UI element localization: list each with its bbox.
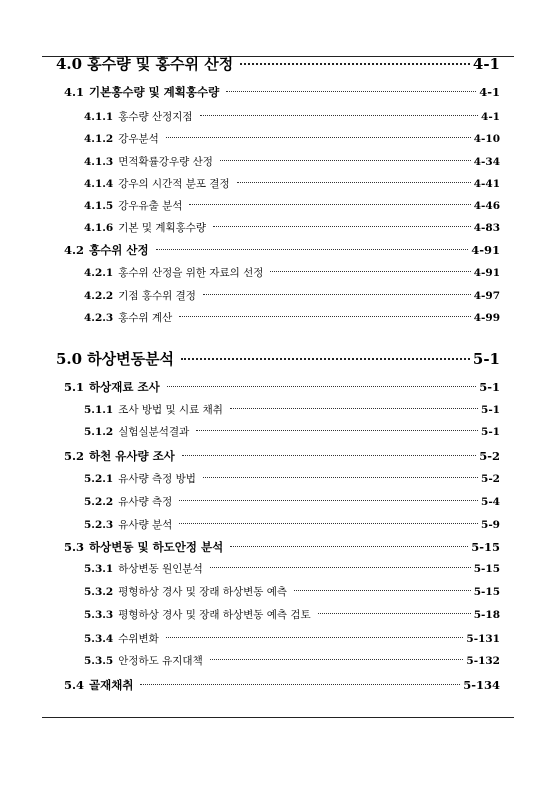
toc-entry-label: [64, 84, 223, 100]
toc-entry-title: 안정하도 유지대책: [118, 654, 203, 667]
dot-leader: [196, 419, 478, 431]
dot-leader: [318, 602, 471, 614]
toc-entry-page-number: 5-4: [481, 495, 500, 508]
toc-item-5-3-4[interactable]: [84, 630, 500, 646]
dot-leader: [203, 283, 471, 295]
toc-entry-title: 하상변동 원인분석: [118, 562, 203, 575]
toc-entry-number: 5.0: [56, 350, 83, 368]
toc-item-4-1-2[interactable]: [84, 130, 500, 146]
toc-item-5-3-3[interactable]: [84, 606, 500, 622]
toc-subsection-4-2[interactable]: [64, 241, 500, 258]
toc-entry-label: [64, 539, 227, 555]
toc-entry-title: 홍수량 산정지점: [118, 110, 193, 123]
toc-item-5-3-5[interactable]: [84, 652, 500, 668]
toc-item-4-1-5[interactable]: [84, 197, 500, 213]
toc-entry-number: 4.1.5: [84, 199, 114, 212]
toc-entry-title: 유사량 측정: [118, 495, 173, 508]
toc-subsection-5-2[interactable]: [64, 447, 500, 464]
toc-entry-number: 5.2.2: [84, 495, 114, 508]
dot-leader: [213, 215, 471, 227]
toc-entry-page-number: 5-1: [479, 379, 500, 394]
toc-entry-number: 5.3.5: [84, 654, 114, 667]
toc-entry-label: [84, 584, 291, 599]
toc-entry-number: 5.2.1: [84, 472, 114, 485]
dot-leader: [140, 672, 460, 685]
toc-entry-page-number: 4-10: [473, 132, 500, 145]
toc-entry-label: [84, 607, 315, 622]
toc-entry-page-number: 4-1: [472, 55, 500, 73]
toc-entry-page-number: 4-46: [473, 199, 500, 212]
toc-entry-page-number: 5-1: [481, 425, 500, 438]
dot-leader: [179, 512, 478, 524]
toc-entry-title: 평형하상 경사 및 장래 하상변동 예측: [118, 585, 288, 598]
toc-entry-label: [84, 176, 234, 191]
toc-entry-title: 하상변동 및 하도안정 분석: [89, 539, 224, 554]
dot-leader: [203, 466, 478, 478]
toc-entry-label: [84, 561, 207, 576]
toc-entry-number: 5.1.2: [84, 425, 114, 438]
toc-entry-title: 강우유출 분석: [118, 199, 183, 212]
toc-entry-page-number: 5-132: [466, 654, 500, 667]
toc-entry-label: [64, 677, 137, 693]
toc-entry-number: 4.1.6: [84, 221, 114, 234]
toc-entry-title: 강우의 시간적 분포 결정: [118, 177, 230, 190]
toc-entry-title: 하천 유사량 조사: [89, 448, 175, 463]
toc-entry-title: 홍수위 산정을 위한 자료의 선정: [118, 266, 264, 279]
toc-item-4-1-1[interactable]: [84, 108, 500, 124]
dot-leader: [210, 556, 471, 568]
toc-entry-title: 기본홍수량 및 계획홍수량: [89, 84, 220, 99]
dot-leader: [230, 534, 468, 547]
toc-item-4-1-3[interactable]: [84, 153, 500, 169]
dot-leader: [167, 374, 477, 387]
toc-entry-label: [84, 220, 210, 235]
toc-entry-number: 5.3: [64, 539, 85, 554]
toc-entry-label: [84, 198, 186, 213]
dot-leader: [166, 126, 471, 138]
toc-entry-page-number: 5-15: [471, 539, 500, 554]
toc-entry-label: [56, 348, 178, 369]
toc-entry-title: 면적확률강우량 산정: [118, 155, 213, 168]
toc-subsection-5-4[interactable]: [64, 676, 500, 693]
toc-entry-title: 홍수량 및 홍수위 산정: [87, 55, 234, 73]
toc-entry-label: [64, 448, 179, 464]
toc-entry-label: [64, 379, 164, 395]
toc-entry-page-number: 5-9: [481, 518, 500, 531]
toc-item-5-1-1[interactable]: [84, 401, 500, 417]
toc-entry-page-number: 5-15: [473, 585, 500, 598]
toc-entry-label: [84, 109, 197, 124]
toc-entry-page-number: 5-134: [463, 677, 500, 692]
toc-entry-title: 하상재료 조사: [89, 379, 160, 394]
toc-entry-page-number: 4-41: [473, 177, 500, 190]
toc-entry-page-number: 5-131: [466, 632, 500, 645]
toc-entry-title: 기본 및 계획홍수량: [118, 221, 207, 234]
toc-entry-number: 5.4: [64, 677, 85, 692]
toc-entry-label: [84, 631, 163, 646]
toc-entry-label: [56, 53, 237, 74]
toc-item-4-1-6[interactable]: [84, 219, 500, 235]
toc-entry-label: [84, 402, 227, 417]
toc-entry-label: [84, 131, 163, 146]
toc-entry-label: [64, 242, 153, 258]
dot-leader: [179, 305, 470, 317]
toc-entry-page-number: 4-91: [471, 242, 500, 257]
toc-entry-label: [84, 288, 200, 303]
dot-leader: [156, 237, 469, 250]
dot-leader: [179, 489, 478, 501]
toc-entry-number: 4.0: [56, 55, 83, 73]
toc-item-5-2-3[interactable]: [84, 516, 500, 532]
dot-leader: [181, 343, 470, 360]
dot-leader: [166, 626, 464, 638]
toc-entry-number: 5.3.1: [84, 562, 114, 575]
toc-section-5-0[interactable]: [56, 347, 500, 369]
toc-entry-page-number: 5-2: [479, 448, 500, 463]
toc-entry-title: 홍수위 산정: [89, 242, 149, 257]
toc-item-5-3-2[interactable]: [84, 583, 500, 599]
dot-leader: [294, 579, 471, 591]
toc-item-4-2-1[interactable]: [84, 264, 500, 280]
toc-entry-number: 5.1.1: [84, 403, 114, 416]
toc-entry-title: 유사량 분석: [118, 518, 173, 531]
toc-item-5-2-1[interactable]: [84, 470, 500, 486]
toc-entry-label: [84, 494, 176, 509]
toc-entry-page-number: 4-91: [473, 266, 500, 279]
toc-entry-title: 실험실분석결과: [118, 425, 190, 438]
dot-leader: [230, 397, 478, 409]
toc-subsection-4-1[interactable]: [64, 83, 500, 100]
toc-entry-page-number: 5-18: [473, 608, 500, 621]
toc-entry-number: 5.3.2: [84, 585, 114, 598]
dot-leader: [270, 260, 470, 272]
toc-entry-label: [84, 424, 193, 439]
toc-entry-title: 기점 홍수위 결정: [118, 289, 196, 302]
toc-entry-label: [84, 265, 267, 280]
toc-item-5-3-1[interactable]: [84, 560, 500, 576]
toc-entry-title: 강우분석: [118, 132, 159, 145]
toc-entry-number: 4.1.1: [84, 110, 114, 123]
toc-entry-number: 4.2.3: [84, 311, 114, 324]
toc-entry-page-number: 5-1: [472, 350, 500, 368]
toc-entry-page-number: 4-34: [473, 155, 500, 168]
toc-entry-number: 5.2: [64, 448, 85, 463]
dot-leader: [210, 648, 464, 660]
toc-entry-number: 4.2.2: [84, 289, 114, 302]
toc-entry-page-number: 4-83: [473, 221, 500, 234]
toc-entry-title: 유사량 측정 방법: [118, 472, 196, 485]
toc-entry-number: 4.2: [64, 242, 85, 257]
dot-leader: [226, 79, 476, 92]
toc-subsection-5-3[interactable]: [64, 538, 500, 555]
toc-entry-number: 4.1.2: [84, 132, 114, 145]
toc-entry-number: 4.1: [64, 84, 85, 99]
toc-entry-number: 5.2.3: [84, 518, 114, 531]
toc-entry-number: 5.3.4: [84, 632, 114, 645]
toc-subsection-5-1[interactable]: [64, 378, 500, 395]
toc-entry-page-number: 4-97: [473, 289, 500, 302]
dot-leader: [182, 443, 476, 456]
toc-entry-label: [84, 154, 217, 169]
toc-item-5-2-2[interactable]: [84, 493, 500, 509]
toc-entry-title: 홍수위 계산: [118, 311, 173, 324]
toc-item-4-1-4[interactable]: [84, 175, 500, 191]
toc-entry-number: 5.1: [64, 379, 85, 394]
toc-entry-number: 4.1.4: [84, 177, 114, 190]
toc-entry-title: 하상변동분석: [87, 350, 175, 368]
toc-entry-label: [84, 310, 176, 325]
toc-item-4-2-2[interactable]: [84, 287, 500, 303]
toc-item-4-2-3[interactable]: [84, 309, 500, 325]
toc-entry-title: 평형하상 경사 및 장래 하상변동 예측 검토: [118, 608, 311, 621]
dot-leader: [200, 104, 478, 116]
dot-leader: [240, 48, 470, 65]
toc-entry-page-number: 5-15: [473, 562, 500, 575]
toc-entry-title: 골재채취: [89, 677, 134, 692]
toc-entry-page-number: 5-1: [481, 403, 500, 416]
dot-leader: [189, 193, 470, 205]
toc-entry-number: 4.1.3: [84, 155, 114, 168]
toc-entry-page-number: 4-99: [473, 311, 500, 324]
toc-entry-label: [84, 517, 176, 532]
toc-entry-title: 수위변화: [118, 632, 159, 645]
toc-entry-number: 4.2.1: [84, 266, 114, 279]
toc-entry-title: 조사 방법 및 시료 채취: [118, 403, 223, 416]
toc-entry-page-number: 4-1: [481, 110, 500, 123]
toc-entry-page-number: 4-1: [479, 84, 500, 99]
toc-entry-number: 5.3.3: [84, 608, 114, 621]
toc-entry-label: [84, 653, 207, 668]
toc-entry-label: [84, 471, 200, 486]
toc-entry-page-number: 5-2: [481, 472, 500, 485]
toc-section-4-0[interactable]: [56, 52, 500, 74]
dot-leader: [237, 171, 471, 183]
toc-item-5-1-2[interactable]: [84, 423, 500, 439]
dot-leader: [220, 149, 471, 161]
